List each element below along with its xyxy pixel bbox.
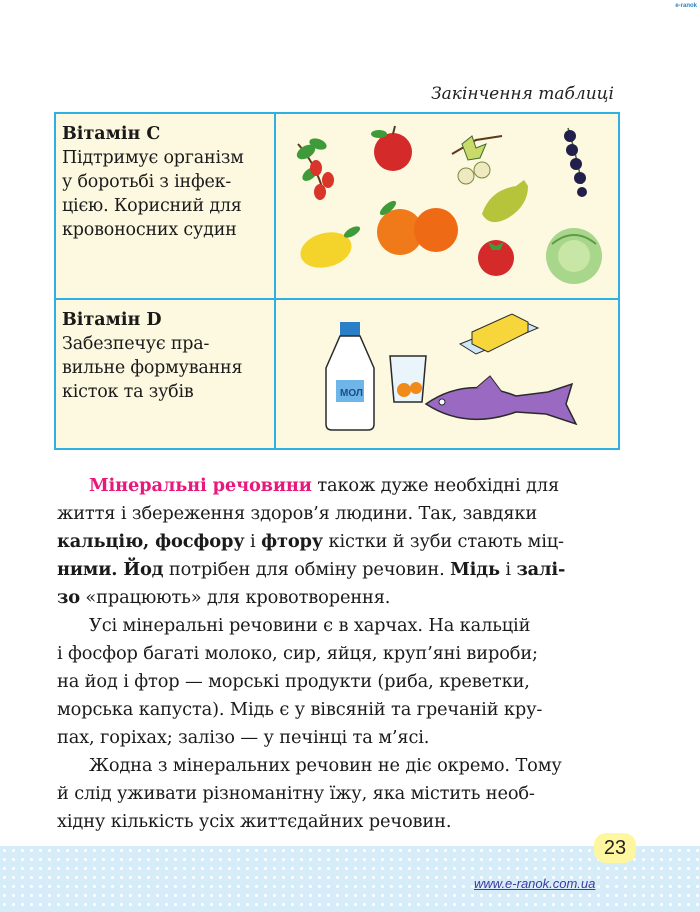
lemon-image [296, 224, 361, 273]
text-line: пах, горіхах; залізо — у печінці та м’ясі. [57, 727, 430, 748]
vitamin-c-line: Підтримує організм [62, 148, 244, 168]
bold-term: залі- [516, 559, 566, 580]
bold-term: ними. Йод [57, 559, 164, 580]
butter-image [460, 314, 538, 354]
gooseberry-image [452, 136, 502, 184]
text-span: потрібен для обміну речовин. [163, 559, 451, 580]
text-line: морська капуста). Мідь є у вівсяній та гречаній кру- [57, 699, 543, 720]
vitamin-d-line: Забезпечує пра- [62, 334, 210, 354]
milk-label: МОЛ [340, 388, 363, 399]
milk-butter-fish-illustration [276, 300, 618, 448]
text-span: кістки й зуби стають міц- [323, 531, 564, 552]
vitamin-d-line: вильне формування [62, 358, 243, 378]
apple-image [371, 126, 412, 171]
vitamin-c-line: у боротьбі з інфек- [62, 172, 232, 192]
publisher-logo: e-ranok [675, 3, 697, 9]
vitamin-c-illustration [276, 114, 618, 298]
vitamin-c-line: цією. Корисний для [62, 196, 242, 216]
text-line: життя і збереження здоров’я людини. Так, завдяки [57, 503, 538, 524]
text-line: й слід уживати різноманітну їжу, яка містить необ- [57, 783, 535, 804]
paragraph-food-sources [57, 612, 617, 752]
pepper-image [482, 180, 528, 222]
vitamin-d-cell [56, 300, 274, 448]
text-span: «працюють» для кровотворення. [79, 587, 391, 608]
vitamin-c-line: кровоносних судин [62, 220, 237, 240]
website-link[interactable]: www.e-ranok.com.ua [474, 876, 596, 891]
vitamin-d-title: Вітамін D [62, 310, 162, 330]
table-caption: Закінчення таблиці [431, 84, 614, 104]
text-span: також дуже необхідні для [311, 475, 560, 496]
vitamin-c-cell [56, 114, 274, 298]
oranges-image [377, 199, 458, 255]
vitamin-d-line: кісток та зубів [62, 382, 194, 402]
text-line: на йод і фтор — морські продукти (риба, креветки, [57, 671, 530, 692]
page-number: 23 [594, 833, 636, 863]
text-line [57, 472, 617, 500]
text-line: Жодна з мінеральних речовин не діє окремо. Тому [89, 755, 562, 776]
text-line [57, 528, 617, 556]
text-line: Усі мінеральні речовини є в харчах. На кальцій [89, 615, 531, 636]
paragraph-varied-food [57, 752, 617, 836]
bold-term: зо [57, 587, 80, 608]
fruits-vegetables-illustration [276, 114, 618, 298]
tomato-image [478, 240, 514, 276]
paragraph-minerals-intro [57, 472, 617, 612]
vitamin-c-title: Вітамін С [62, 124, 161, 144]
glass-image [390, 356, 426, 402]
vitamin-table [54, 112, 620, 450]
fish-image [426, 376, 576, 424]
bold-term: Мідь [450, 559, 500, 580]
milk-bottle-image [326, 322, 374, 430]
term-highlight: Мінеральні речовини [89, 475, 312, 496]
rosehip-image [294, 136, 334, 200]
text-line [57, 556, 617, 584]
bold-term: фтору [261, 531, 324, 552]
vitamin-d-illustration [276, 300, 618, 448]
text-span: і [499, 559, 517, 580]
text-span: і [244, 531, 262, 552]
cabbage-image [546, 228, 602, 284]
text-line [57, 584, 617, 612]
text-line: і фосфор багаті молоко, сир, яйця, круп’яні вироби; [57, 643, 538, 664]
bold-term: кальцію, фосфору [57, 531, 245, 552]
text-line: хідну кількість усіх життєдайних речовин. [57, 811, 452, 832]
blackcurrant-image [564, 128, 587, 197]
